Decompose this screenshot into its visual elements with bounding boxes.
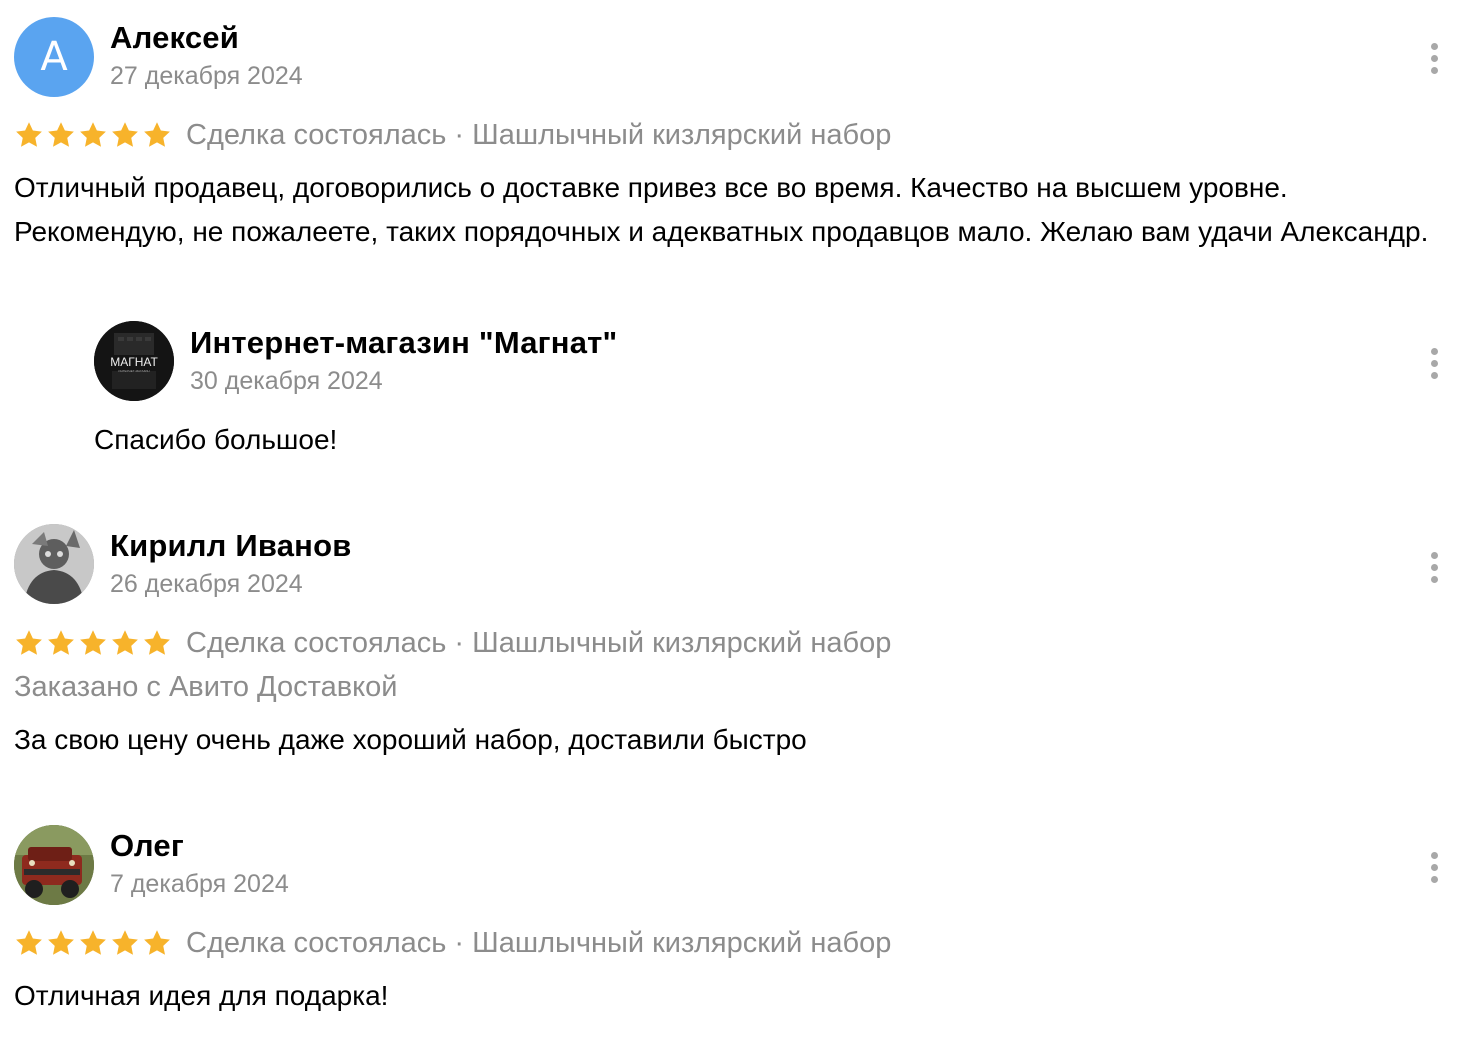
deal-info: Сделка состоялась · Шашлычный кизлярский набор (186, 118, 892, 151)
rating-stars (14, 120, 172, 150)
review-author[interactable]: Алексей (110, 20, 239, 55)
review-author[interactable]: Кирилл Иванов (110, 528, 352, 563)
more-options-icon[interactable] (1424, 343, 1444, 383)
review-meta (14, 923, 891, 963)
review-text: Отличная идея для подарка! (14, 980, 389, 1011)
avatar-letter: А (40, 34, 68, 80)
seller-avatar[interactable] (94, 321, 174, 401)
star-icon (14, 928, 44, 958)
deal-info: Сделка состоялась · Шашлычный кизлярский набор (186, 926, 892, 959)
seller-name[interactable]: Интернет-магазин "Магнат" (190, 325, 618, 360)
more-options-icon[interactable] (1424, 547, 1444, 587)
avatar[interactable] (14, 524, 94, 604)
star-icon (46, 928, 76, 958)
avatar[interactable] (14, 825, 94, 905)
star-icon (142, 928, 172, 958)
review-date: 26 декабря 2024 (110, 570, 303, 598)
delivery-info: Заказано с Авито Доставкой (14, 671, 398, 703)
more-options-icon[interactable] (1424, 38, 1444, 78)
review-meta (14, 623, 891, 663)
avatar[interactable] (14, 17, 94, 97)
star-icon (78, 928, 108, 958)
deal-info: Сделка состоялась · Шашлычный кизлярский набор (186, 626, 892, 659)
review-date: 27 декабря 2024 (110, 62, 303, 90)
star-icon (46, 120, 76, 150)
review-author[interactable]: Олег (110, 828, 184, 863)
star-icon (14, 120, 44, 150)
reply-date: 30 декабря 2024 (190, 367, 383, 395)
more-options-icon[interactable] (1424, 847, 1444, 887)
rating-stars (14, 928, 172, 958)
review-card (0, 500, 1470, 790)
review-card (0, 0, 1470, 480)
review-card (0, 800, 1470, 1040)
star-icon (78, 628, 108, 658)
star-icon (110, 628, 140, 658)
review-date: 7 декабря 2024 (110, 870, 289, 898)
user-photo-icon (14, 825, 94, 905)
star-icon (110, 928, 140, 958)
user-photo-icon (14, 524, 94, 604)
star-icon (142, 120, 172, 150)
reply-text: Спасибо большое! (94, 424, 338, 455)
seller-avatar-label: МАГНАТ (110, 355, 158, 369)
review-text: Отличный продавец, договорились о доставке привез все во время. Качество на высшем уровне. Рекомендую, не пожалеете, таких порядочных и адекватных продавцов мало. Желаю вам удачи Александр. (14, 172, 1429, 247)
review-text: За свою цену очень даже хороший набор, доставили быстро (14, 724, 807, 755)
magnat-logo-icon (94, 321, 174, 401)
star-icon (14, 628, 44, 658)
rating-stars (14, 628, 172, 658)
star-icon (142, 628, 172, 658)
seller-avatar-sublabel: ИНТЕРНЕТ-МАГАЗИН (118, 369, 150, 373)
star-icon (110, 120, 140, 150)
star-icon (46, 628, 76, 658)
review-meta (14, 115, 891, 155)
star-icon (78, 120, 108, 150)
